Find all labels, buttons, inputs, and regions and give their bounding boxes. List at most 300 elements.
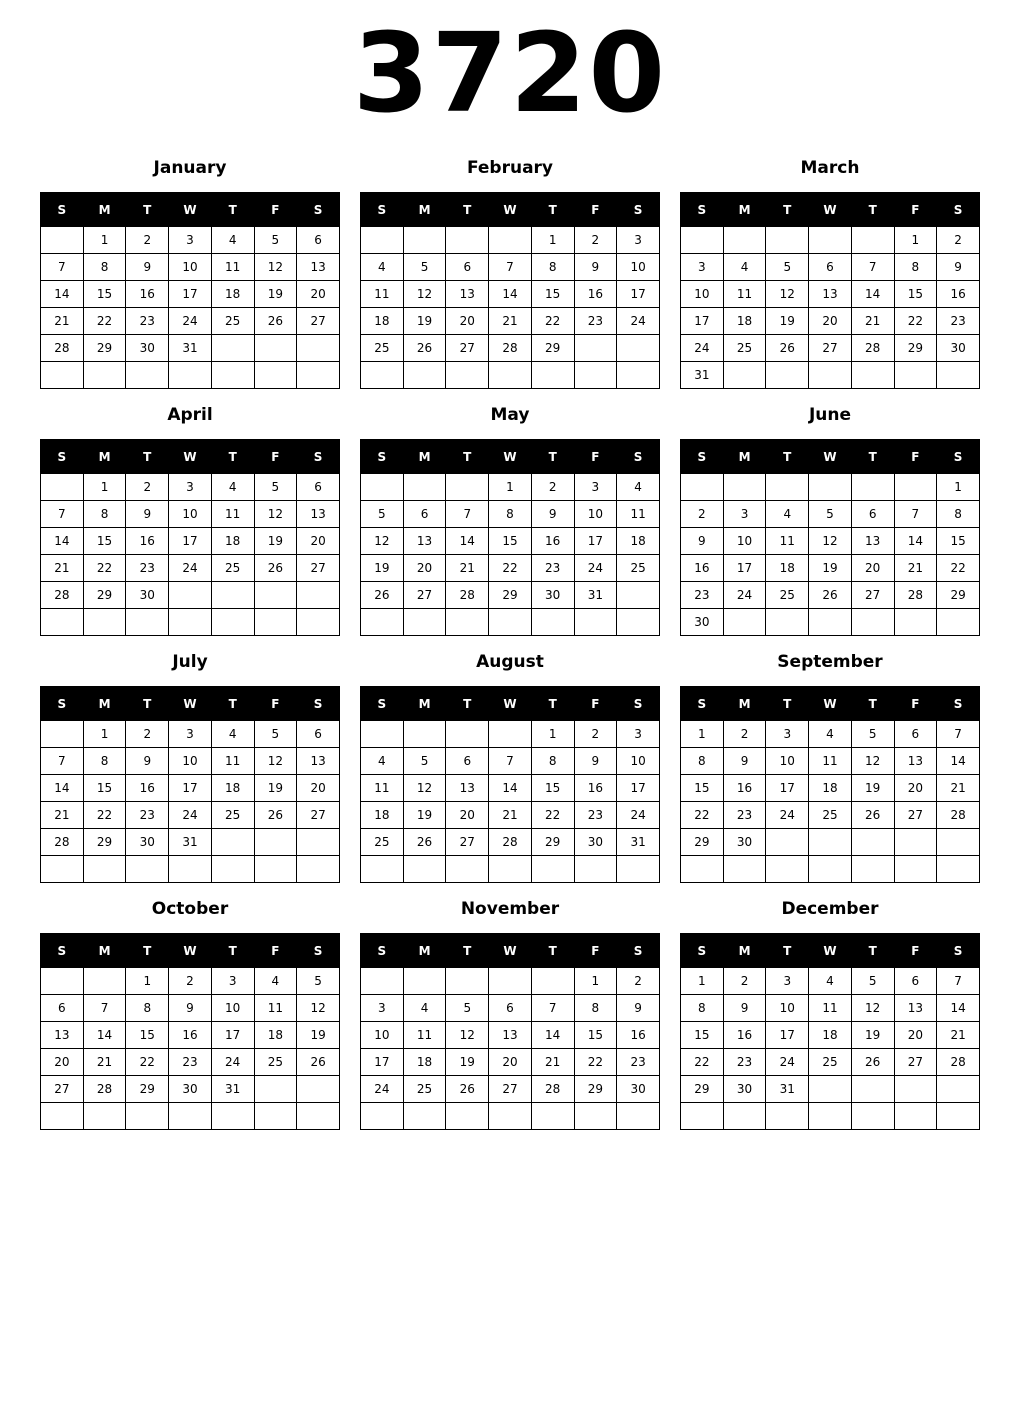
day-cell[interactable]: 17	[169, 528, 212, 555]
day-cell[interactable]: 25	[403, 1076, 446, 1103]
day-cell[interactable]: 11	[211, 748, 254, 775]
day-cell[interactable]: 13	[297, 748, 340, 775]
day-cell[interactable]: 26	[254, 308, 297, 335]
day-cell[interactable]: 30	[126, 829, 169, 856]
day-cell[interactable]: 21	[446, 555, 489, 582]
day-cell[interactable]: 22	[83, 555, 126, 582]
day-cell[interactable]: 14	[937, 995, 980, 1022]
day-cell[interactable]: 31	[617, 829, 660, 856]
day-cell[interactable]: 12	[851, 748, 894, 775]
day-cell[interactable]: 16	[937, 281, 980, 308]
day-cell[interactable]: 10	[361, 1022, 404, 1049]
day-cell[interactable]: 1	[574, 968, 617, 995]
day-cell[interactable]: 24	[681, 335, 724, 362]
day-cell[interactable]: 4	[361, 254, 404, 281]
day-cell[interactable]: 7	[41, 254, 84, 281]
day-cell[interactable]: 25	[766, 582, 809, 609]
day-cell[interactable]: 8	[574, 995, 617, 1022]
day-cell[interactable]: 24	[574, 555, 617, 582]
day-cell[interactable]: 11	[254, 995, 297, 1022]
day-cell[interactable]: 29	[681, 829, 724, 856]
day-cell[interactable]: 12	[361, 528, 404, 555]
day-cell[interactable]: 9	[681, 528, 724, 555]
day-cell[interactable]: 3	[574, 474, 617, 501]
day-cell[interactable]: 22	[126, 1049, 169, 1076]
day-cell[interactable]: 30	[574, 829, 617, 856]
day-cell[interactable]: 17	[766, 1022, 809, 1049]
day-cell[interactable]: 13	[851, 528, 894, 555]
day-cell[interactable]: 27	[851, 582, 894, 609]
day-cell[interactable]: 11	[211, 501, 254, 528]
day-cell[interactable]: 2	[531, 474, 574, 501]
day-cell[interactable]: 4	[723, 254, 766, 281]
day-cell[interactable]: 19	[766, 308, 809, 335]
day-cell[interactable]: 2	[937, 227, 980, 254]
day-cell[interactable]: 6	[489, 995, 532, 1022]
day-cell[interactable]: 19	[254, 528, 297, 555]
day-cell[interactable]: 13	[41, 1022, 84, 1049]
day-cell[interactable]: 6	[297, 227, 340, 254]
day-cell[interactable]: 19	[446, 1049, 489, 1076]
day-cell[interactable]: 2	[574, 227, 617, 254]
day-cell[interactable]: 23	[937, 308, 980, 335]
day-cell[interactable]: 15	[83, 775, 126, 802]
day-cell[interactable]: 21	[489, 308, 532, 335]
day-cell[interactable]: 22	[894, 308, 937, 335]
day-cell[interactable]: 4	[617, 474, 660, 501]
day-cell[interactable]: 21	[937, 775, 980, 802]
day-cell[interactable]: 17	[169, 281, 212, 308]
day-cell[interactable]: 29	[531, 335, 574, 362]
day-cell[interactable]: 14	[894, 528, 937, 555]
day-cell[interactable]: 30	[937, 335, 980, 362]
day-cell[interactable]: 1	[83, 721, 126, 748]
day-cell[interactable]: 4	[211, 721, 254, 748]
day-cell[interactable]: 5	[254, 721, 297, 748]
day-cell[interactable]: 23	[617, 1049, 660, 1076]
day-cell[interactable]: 8	[126, 995, 169, 1022]
day-cell[interactable]: 20	[446, 802, 489, 829]
day-cell[interactable]: 26	[403, 829, 446, 856]
day-cell[interactable]: 21	[41, 802, 84, 829]
day-cell[interactable]: 25	[211, 802, 254, 829]
day-cell[interactable]: 25	[809, 802, 852, 829]
day-cell[interactable]: 22	[83, 308, 126, 335]
day-cell[interactable]: 18	[211, 775, 254, 802]
day-cell[interactable]: 1	[531, 227, 574, 254]
day-cell[interactable]: 27	[297, 308, 340, 335]
day-cell[interactable]: 15	[83, 528, 126, 555]
day-cell[interactable]: 7	[937, 721, 980, 748]
day-cell[interactable]: 5	[851, 721, 894, 748]
day-cell[interactable]: 26	[809, 582, 852, 609]
day-cell[interactable]: 8	[681, 748, 724, 775]
day-cell[interactable]: 9	[723, 748, 766, 775]
day-cell[interactable]: 30	[617, 1076, 660, 1103]
day-cell[interactable]: 17	[574, 528, 617, 555]
day-cell[interactable]: 9	[574, 254, 617, 281]
day-cell[interactable]: 10	[617, 748, 660, 775]
day-cell[interactable]: 23	[574, 802, 617, 829]
day-cell[interactable]: 30	[723, 1076, 766, 1103]
day-cell[interactable]: 30	[126, 335, 169, 362]
day-cell[interactable]: 19	[851, 1022, 894, 1049]
day-cell[interactable]: 11	[617, 501, 660, 528]
day-cell[interactable]: 25	[723, 335, 766, 362]
day-cell[interactable]: 10	[723, 528, 766, 555]
day-cell[interactable]: 1	[83, 474, 126, 501]
day-cell[interactable]: 19	[361, 555, 404, 582]
day-cell[interactable]: 15	[531, 281, 574, 308]
day-cell[interactable]: 1	[126, 968, 169, 995]
day-cell[interactable]: 5	[403, 254, 446, 281]
day-cell[interactable]: 10	[617, 254, 660, 281]
day-cell[interactable]: 14	[489, 775, 532, 802]
day-cell[interactable]: 25	[361, 335, 404, 362]
day-cell[interactable]: 10	[574, 501, 617, 528]
day-cell[interactable]: 31	[169, 829, 212, 856]
day-cell[interactable]: 14	[41, 281, 84, 308]
day-cell[interactable]: 2	[126, 474, 169, 501]
day-cell[interactable]: 20	[297, 281, 340, 308]
day-cell[interactable]: 2	[169, 968, 212, 995]
day-cell[interactable]: 24	[169, 802, 212, 829]
day-cell[interactable]: 7	[446, 501, 489, 528]
day-cell[interactable]: 4	[766, 501, 809, 528]
day-cell[interactable]: 13	[446, 281, 489, 308]
day-cell[interactable]: 2	[723, 721, 766, 748]
day-cell[interactable]: 31	[574, 582, 617, 609]
day-cell[interactable]: 23	[681, 582, 724, 609]
day-cell[interactable]: 29	[83, 582, 126, 609]
day-cell[interactable]: 12	[403, 775, 446, 802]
day-cell[interactable]: 13	[809, 281, 852, 308]
day-cell[interactable]: 26	[851, 1049, 894, 1076]
day-cell[interactable]: 31	[211, 1076, 254, 1103]
day-cell[interactable]: 24	[169, 308, 212, 335]
day-cell[interactable]: 6	[851, 501, 894, 528]
day-cell[interactable]: 23	[723, 1049, 766, 1076]
day-cell[interactable]: 18	[809, 1022, 852, 1049]
day-cell[interactable]: 30	[531, 582, 574, 609]
day-cell[interactable]: 12	[403, 281, 446, 308]
day-cell[interactable]: 15	[531, 775, 574, 802]
day-cell[interactable]: 23	[531, 555, 574, 582]
day-cell[interactable]: 11	[403, 1022, 446, 1049]
day-cell[interactable]: 30	[169, 1076, 212, 1103]
day-cell[interactable]: 17	[617, 281, 660, 308]
day-cell[interactable]: 28	[489, 829, 532, 856]
day-cell[interactable]: 21	[41, 308, 84, 335]
day-cell[interactable]: 30	[723, 829, 766, 856]
day-cell[interactable]: 31	[766, 1076, 809, 1103]
day-cell[interactable]: 18	[254, 1022, 297, 1049]
day-cell[interactable]: 9	[169, 995, 212, 1022]
day-cell[interactable]: 19	[403, 802, 446, 829]
day-cell[interactable]: 16	[681, 555, 724, 582]
day-cell[interactable]: 27	[446, 335, 489, 362]
day-cell[interactable]: 14	[41, 775, 84, 802]
day-cell[interactable]: 26	[254, 802, 297, 829]
day-cell[interactable]: 8	[531, 748, 574, 775]
day-cell[interactable]: 3	[681, 254, 724, 281]
day-cell[interactable]: 6	[41, 995, 84, 1022]
day-cell[interactable]: 26	[446, 1076, 489, 1103]
day-cell[interactable]: 23	[169, 1049, 212, 1076]
day-cell[interactable]: 5	[766, 254, 809, 281]
day-cell[interactable]: 30	[681, 609, 724, 636]
day-cell[interactable]: 12	[297, 995, 340, 1022]
day-cell[interactable]: 13	[489, 1022, 532, 1049]
day-cell[interactable]: 31	[169, 335, 212, 362]
day-cell[interactable]: 9	[617, 995, 660, 1022]
day-cell[interactable]: 18	[766, 555, 809, 582]
day-cell[interactable]: 4	[211, 227, 254, 254]
day-cell[interactable]: 20	[489, 1049, 532, 1076]
day-cell[interactable]: 26	[254, 555, 297, 582]
day-cell[interactable]: 7	[41, 501, 84, 528]
day-cell[interactable]: 23	[723, 802, 766, 829]
day-cell[interactable]: 12	[254, 254, 297, 281]
day-cell[interactable]: 5	[446, 995, 489, 1022]
day-cell[interactable]: 16	[723, 775, 766, 802]
day-cell[interactable]: 1	[83, 227, 126, 254]
day-cell[interactable]: 11	[211, 254, 254, 281]
day-cell[interactable]: 9	[126, 748, 169, 775]
day-cell[interactable]: 22	[681, 1049, 724, 1076]
day-cell[interactable]: 12	[851, 995, 894, 1022]
day-cell[interactable]: 20	[894, 775, 937, 802]
day-cell[interactable]: 28	[41, 829, 84, 856]
day-cell[interactable]: 14	[83, 1022, 126, 1049]
day-cell[interactable]: 6	[297, 721, 340, 748]
day-cell[interactable]: 5	[851, 968, 894, 995]
day-cell[interactable]: 26	[361, 582, 404, 609]
day-cell[interactable]: 15	[681, 1022, 724, 1049]
day-cell[interactable]: 1	[489, 474, 532, 501]
day-cell[interactable]: 19	[254, 775, 297, 802]
day-cell[interactable]: 22	[531, 802, 574, 829]
day-cell[interactable]: 28	[937, 802, 980, 829]
day-cell[interactable]: 2	[617, 968, 660, 995]
day-cell[interactable]: 16	[574, 775, 617, 802]
day-cell[interactable]: 10	[766, 995, 809, 1022]
day-cell[interactable]: 5	[361, 501, 404, 528]
day-cell[interactable]: 22	[937, 555, 980, 582]
day-cell[interactable]: 3	[766, 968, 809, 995]
day-cell[interactable]: 5	[403, 748, 446, 775]
day-cell[interactable]: 22	[83, 802, 126, 829]
day-cell[interactable]: 22	[489, 555, 532, 582]
day-cell[interactable]: 12	[446, 1022, 489, 1049]
day-cell[interactable]: 3	[169, 721, 212, 748]
day-cell[interactable]: 13	[446, 775, 489, 802]
day-cell[interactable]: 21	[41, 555, 84, 582]
day-cell[interactable]: 15	[681, 775, 724, 802]
day-cell[interactable]: 24	[617, 308, 660, 335]
day-cell[interactable]: 18	[617, 528, 660, 555]
day-cell[interactable]: 17	[681, 308, 724, 335]
day-cell[interactable]: 10	[766, 748, 809, 775]
day-cell[interactable]: 13	[297, 501, 340, 528]
day-cell[interactable]: 9	[723, 995, 766, 1022]
day-cell[interactable]: 7	[489, 748, 532, 775]
day-cell[interactable]: 15	[489, 528, 532, 555]
day-cell[interactable]: 16	[169, 1022, 212, 1049]
day-cell[interactable]: 11	[809, 748, 852, 775]
day-cell[interactable]: 14	[446, 528, 489, 555]
day-cell[interactable]: 29	[83, 829, 126, 856]
day-cell[interactable]: 6	[297, 474, 340, 501]
day-cell[interactable]: 11	[723, 281, 766, 308]
day-cell[interactable]: 24	[211, 1049, 254, 1076]
day-cell[interactable]: 28	[937, 1049, 980, 1076]
day-cell[interactable]: 23	[126, 555, 169, 582]
day-cell[interactable]: 22	[574, 1049, 617, 1076]
day-cell[interactable]: 21	[894, 555, 937, 582]
day-cell[interactable]: 28	[446, 582, 489, 609]
day-cell[interactable]: 28	[531, 1076, 574, 1103]
day-cell[interactable]: 20	[809, 308, 852, 335]
day-cell[interactable]: 5	[297, 968, 340, 995]
day-cell[interactable]: 26	[766, 335, 809, 362]
day-cell[interactable]: 17	[617, 775, 660, 802]
day-cell[interactable]: 3	[766, 721, 809, 748]
day-cell[interactable]: 1	[531, 721, 574, 748]
day-cell[interactable]: 6	[446, 748, 489, 775]
day-cell[interactable]: 6	[446, 254, 489, 281]
day-cell[interactable]: 27	[41, 1076, 84, 1103]
day-cell[interactable]: 12	[254, 748, 297, 775]
day-cell[interactable]: 30	[126, 582, 169, 609]
day-cell[interactable]: 7	[894, 501, 937, 528]
day-cell[interactable]: 16	[126, 775, 169, 802]
day-cell[interactable]: 28	[489, 335, 532, 362]
day-cell[interactable]: 4	[254, 968, 297, 995]
day-cell[interactable]: 24	[169, 555, 212, 582]
day-cell[interactable]: 3	[617, 721, 660, 748]
day-cell[interactable]: 27	[489, 1076, 532, 1103]
day-cell[interactable]: 29	[489, 582, 532, 609]
day-cell[interactable]: 4	[403, 995, 446, 1022]
day-cell[interactable]: 15	[83, 281, 126, 308]
day-cell[interactable]: 28	[851, 335, 894, 362]
day-cell[interactable]: 10	[169, 501, 212, 528]
day-cell[interactable]: 17	[211, 1022, 254, 1049]
day-cell[interactable]: 26	[851, 802, 894, 829]
day-cell[interactable]: 21	[531, 1049, 574, 1076]
day-cell[interactable]: 17	[361, 1049, 404, 1076]
day-cell[interactable]: 14	[489, 281, 532, 308]
day-cell[interactable]: 1	[681, 721, 724, 748]
day-cell[interactable]: 13	[297, 254, 340, 281]
day-cell[interactable]: 10	[681, 281, 724, 308]
day-cell[interactable]: 16	[574, 281, 617, 308]
day-cell[interactable]: 1	[894, 227, 937, 254]
day-cell[interactable]: 8	[83, 748, 126, 775]
day-cell[interactable]: 18	[211, 281, 254, 308]
day-cell[interactable]: 8	[489, 501, 532, 528]
day-cell[interactable]: 18	[211, 528, 254, 555]
day-cell[interactable]: 25	[254, 1049, 297, 1076]
day-cell[interactable]: 8	[937, 501, 980, 528]
day-cell[interactable]: 1	[681, 968, 724, 995]
day-cell[interactable]: 14	[851, 281, 894, 308]
day-cell[interactable]: 23	[126, 802, 169, 829]
day-cell[interactable]: 22	[681, 802, 724, 829]
day-cell[interactable]: 7	[83, 995, 126, 1022]
day-cell[interactable]: 6	[894, 968, 937, 995]
day-cell[interactable]: 17	[723, 555, 766, 582]
day-cell[interactable]: 28	[894, 582, 937, 609]
day-cell[interactable]: 13	[894, 995, 937, 1022]
day-cell[interactable]: 11	[809, 995, 852, 1022]
day-cell[interactable]: 14	[531, 1022, 574, 1049]
day-cell[interactable]: 20	[297, 528, 340, 555]
day-cell[interactable]: 27	[403, 582, 446, 609]
day-cell[interactable]: 12	[254, 501, 297, 528]
day-cell[interactable]: 21	[489, 802, 532, 829]
day-cell[interactable]: 3	[617, 227, 660, 254]
day-cell[interactable]: 4	[809, 721, 852, 748]
day-cell[interactable]: 18	[809, 775, 852, 802]
day-cell[interactable]: 11	[361, 281, 404, 308]
day-cell[interactable]: 24	[766, 1049, 809, 1076]
day-cell[interactable]: 25	[809, 1049, 852, 1076]
day-cell[interactable]: 19	[851, 775, 894, 802]
day-cell[interactable]: 21	[851, 308, 894, 335]
day-cell[interactable]: 27	[297, 802, 340, 829]
day-cell[interactable]: 9	[574, 748, 617, 775]
day-cell[interactable]: 11	[361, 775, 404, 802]
day-cell[interactable]: 3	[361, 995, 404, 1022]
day-cell[interactable]: 9	[531, 501, 574, 528]
day-cell[interactable]: 5	[254, 227, 297, 254]
day-cell[interactable]: 2	[126, 721, 169, 748]
day-cell[interactable]: 24	[617, 802, 660, 829]
day-cell[interactable]: 9	[126, 501, 169, 528]
day-cell[interactable]: 2	[723, 968, 766, 995]
day-cell[interactable]: 19	[403, 308, 446, 335]
day-cell[interactable]: 6	[403, 501, 446, 528]
day-cell[interactable]: 26	[403, 335, 446, 362]
day-cell[interactable]: 25	[617, 555, 660, 582]
day-cell[interactable]: 19	[254, 281, 297, 308]
day-cell[interactable]: 16	[723, 1022, 766, 1049]
day-cell[interactable]: 20	[297, 775, 340, 802]
day-cell[interactable]: 3	[723, 501, 766, 528]
day-cell[interactable]: 18	[361, 802, 404, 829]
day-cell[interactable]: 29	[937, 582, 980, 609]
day-cell[interactable]: 3	[211, 968, 254, 995]
day-cell[interactable]: 29	[574, 1076, 617, 1103]
day-cell[interactable]: 9	[126, 254, 169, 281]
day-cell[interactable]: 20	[403, 555, 446, 582]
day-cell[interactable]: 6	[809, 254, 852, 281]
day-cell[interactable]: 4	[809, 968, 852, 995]
day-cell[interactable]: 8	[83, 254, 126, 281]
day-cell[interactable]: 8	[894, 254, 937, 281]
day-cell[interactable]: 27	[894, 1049, 937, 1076]
day-cell[interactable]: 5	[809, 501, 852, 528]
day-cell[interactable]: 1	[937, 474, 980, 501]
day-cell[interactable]: 21	[937, 1022, 980, 1049]
day-cell[interactable]: 12	[809, 528, 852, 555]
day-cell[interactable]: 25	[211, 308, 254, 335]
day-cell[interactable]: 14	[937, 748, 980, 775]
day-cell[interactable]: 18	[723, 308, 766, 335]
day-cell[interactable]: 25	[361, 829, 404, 856]
